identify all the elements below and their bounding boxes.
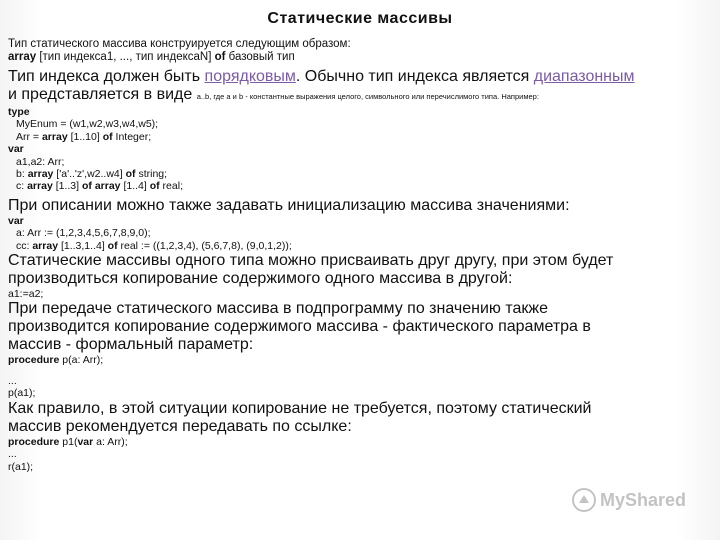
syntax-text-end: базовый тип [225, 51, 295, 63]
keyword-array: array [8, 51, 37, 63]
code-line: a: Arr := (1,2,3,4,5,6,7,8,9,0); [16, 227, 151, 240]
watermark [572, 488, 686, 512]
syntax-text: [тип индекса1, ..., тип индексаN] [36, 51, 215, 63]
ref-text-2: массив рекомендуется передавать по ссылке: [8, 417, 352, 435]
index-type-part2: . Обычно тип индекса является [295, 68, 534, 85]
index-type-text [8, 68, 714, 86]
pass-text-1: При передаче статического массива в подпрограмму по значению также [8, 300, 548, 318]
intro-text: Тип статического массива конструируется следующим образом: [8, 38, 351, 50]
init-text: При описании можно также задавать инициализацию массива значениями: [8, 196, 570, 214]
code-line: procedure p(a: Arr); [8, 354, 104, 367]
index-type-part: Тип индекса должен быть [8, 68, 205, 85]
slide-title: Статические массивы [267, 10, 453, 27]
index-type-note: a..b, где a и b - константные выражения целого, символьного или перечислимого типа. Например: [196, 92, 539, 101]
code-line: procedure p1(var a: Arr); [8, 435, 128, 448]
pass-text-3: массив - формальный параметр: [8, 336, 254, 354]
array-syntax [8, 51, 714, 64]
watermark-text: MyShared [600, 489, 687, 510]
range-link[interactable]: диапазонным [533, 68, 635, 85]
code-block-proc-var [8, 436, 714, 473]
code-var-keyword: var [8, 214, 24, 227]
index-type-text-2 [8, 86, 714, 106]
code-call: r(a1); [8, 460, 34, 473]
code-line: MyEnum = (w1,w2,w3,w4,w5); [16, 118, 159, 131]
code-block-init [8, 215, 714, 252]
code-line: Arr = array [1..10] of Integer; [16, 130, 152, 143]
ordinal-link[interactable]: порядковым [204, 68, 296, 85]
code-type-keyword: type [8, 106, 30, 118]
code-line: cc: array [1..3,1..4] of real := ((1,2,3,4), (5,6,7,8), (9,0,1,2)); [16, 239, 292, 252]
code-block-proc [8, 354, 714, 399]
code-call: p(a1); [8, 387, 36, 400]
code-line: c: array [1..3] of array [1..4] of real; [16, 180, 183, 193]
keyword-of: of [214, 51, 226, 63]
index-type-part3: и представляется в виде [8, 86, 197, 103]
code-dots: ... [8, 374, 17, 387]
pass-text-2: производится копирование содержимого массива - фактического параметра в [8, 318, 591, 336]
code-line: a1,a2: Arr; [16, 155, 65, 168]
slide-content [8, 38, 714, 473]
code-block-types [8, 106, 714, 193]
assign-text-1: Статические массивы одного типа можно присваивать друг другу, при этом будет [8, 252, 614, 270]
code-assign: a1:=a2; [8, 288, 44, 301]
code-line: b: array ['a'..'z',w2..w4] of string; [16, 168, 168, 181]
code-var-keyword: var [8, 143, 24, 156]
ref-text-1: Как правило, в этой ситуации копирование не требуется, поэтому статический [8, 399, 592, 417]
logo-icon [572, 488, 596, 512]
assign-text-2: производиться копирование содержимого одного массива в другой: [8, 270, 513, 288]
code-dots: ... [8, 448, 17, 461]
